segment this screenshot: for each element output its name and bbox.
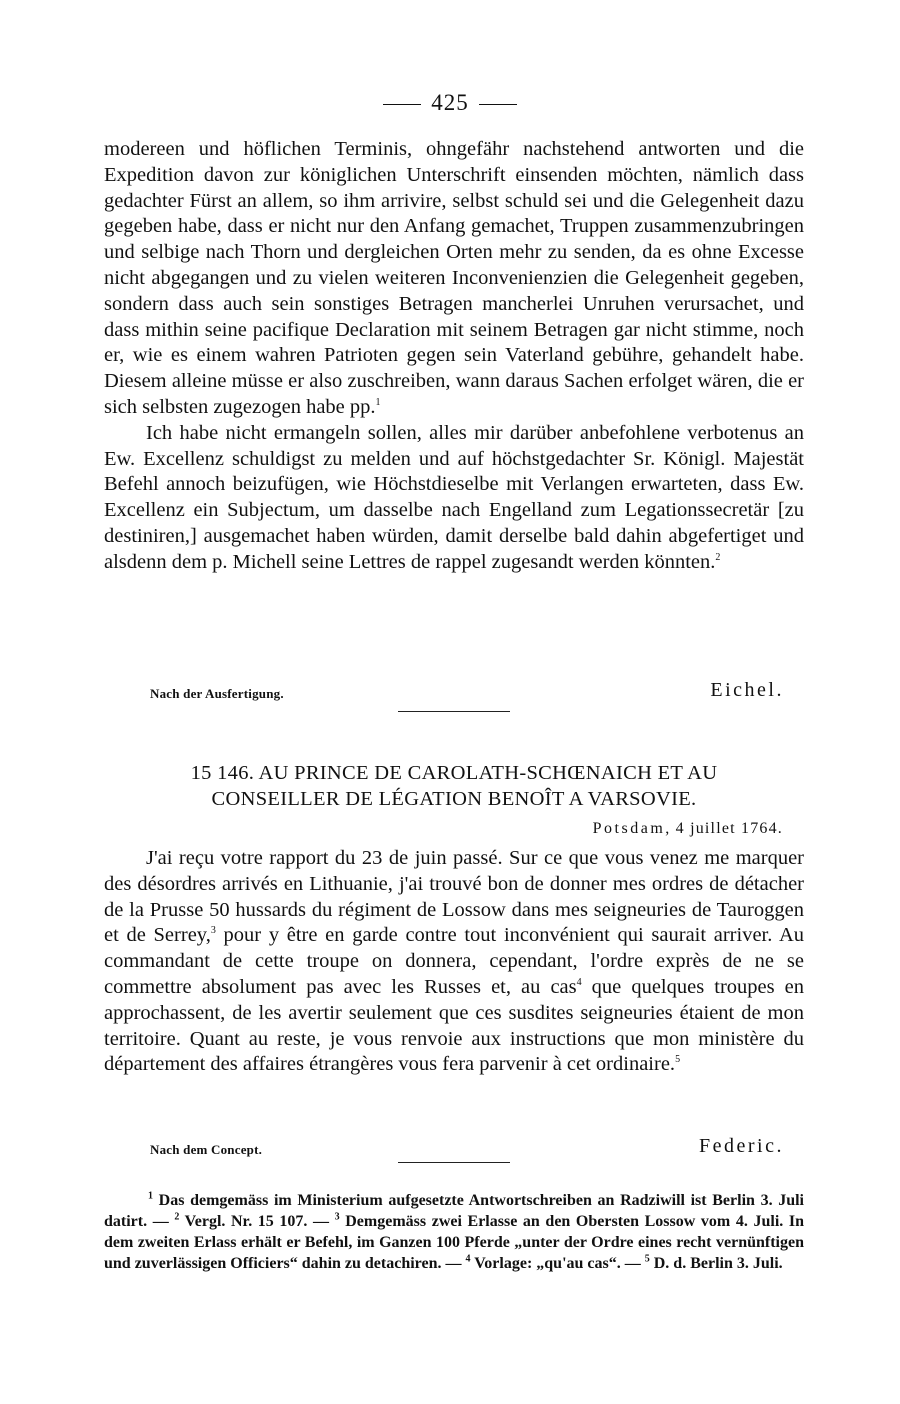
footnote-text: Das demgemäss im Ministerium aufgesetzte Antwortschreiben an Radziwill ist Berlin 3. Juli datirt. — — [104, 1192, 804, 1230]
section-divider — [398, 1162, 510, 1163]
signature: Eichel. — [710, 679, 784, 701]
footnote-number: 3 — [334, 1211, 340, 1223]
letter-federic-paragraph: J'ai reçu votre rapport du 23 de juin passé. Sur ce que vous venez me marquer des désordres arrivés en Lithuanie, j'ai trouvé bon de donner mes ordres de détacher de la Prusse 50 hussards du régiment de Lossow dans mes seigneuries de Tauroggen et de Serrey,$^3$ pour y être en garde contre tout inconvénient qui saurait arriver. Au commandant de cette troupe on donnera, cependant, l'ordre exprès de ne se commettre absolument pas avec les Russes et, au cas$^4$ que quelques troupes en approchassent, de les avertir seulement que ces susdites seigneuries étaient de mon territoire. Quant au reste, je vous renvoie aux instructions que mon ministère du département des affaires étrangères vous fera parvenir à cet ordinaire.$^5$ — [104, 847, 804, 1076]
letter-heading — [104, 760, 804, 812]
footnote-number: 4 — [465, 1253, 471, 1265]
letter-heading-line-2: CONSEILLER DE LÉGATION BENOÎT A VARSOVIE. — [211, 788, 697, 810]
footnote-number: 2 — [174, 1211, 180, 1223]
footnote-mark: 4 — [576, 977, 582, 989]
signature: Federic. — [699, 1135, 784, 1157]
page-number — [0, 90, 900, 116]
page-number-left-dash — [383, 104, 421, 105]
footnote-text: Vorlage: „qu'au cas“. — — [474, 1255, 645, 1272]
letter-eichel-closing — [150, 674, 784, 702]
dateline-place: Potsdam — [592, 820, 666, 837]
footnote-number: 1 — [148, 1190, 153, 1202]
letter-federic-body — [104, 846, 804, 1078]
section-divider — [398, 711, 510, 712]
letter-eichel-paragraph-2: Ich habe nicht ermangeln sollen, alles mir darüber anbefohlene verbotenus an Ew. Excellenz schuldigst zu melden und auf höchstgedachter Sr. Königl. Majestät Befehl annoch beizufügen, wie Höchstdieselbe mit Verlangen erwarteten, dass Ew. Excellenz ein Subjectum, um dasselbe nach Engelland zum Legationssecretär [zu destiniren,] ausgemachet haben würden, damit derselbe bald dahin abgefertiget und alsdenn dem p. Michell seine Lettres de rappel zugesandt werden könnten.$^2$ — [104, 421, 804, 573]
dateline-date: , 4 juillet 1764. — [665, 820, 783, 837]
dateline — [593, 820, 783, 838]
footnote-number: 5 — [644, 1253, 650, 1265]
footnote-mark: 3 — [210, 925, 216, 937]
letter-eichel-paragraph-1: modereen und höflichen Terminis, ohngefähr nachstehend antworten und die Expedition davon zur königlichen Unterschrift einsenden möchten, nämlich dass gedachter Fürst an allem, so ihm arrivire, selbst schuld sei und die Gelegenheit dazu gegeben habe, dass er nicht nur den Anfang gemachet, Truppen zusammenzubringen und selbige nach Thorn und dergleichen Orten mehr zu senden, da es ohne Excesse nicht abgegangen und zu vielen weiteren Inconvenienzien die Gelegenheit gegeben, sondern dass auch sein sonstiges Betragen mancherlei Unruhen verursachet, und dass mithin seine pacifique Declaration mit seinem Betragen gar nicht stimme, noch er, wie es einem wahren Patrioten gegen sein Vaterland gebühre, gehandelt habe. Diesem alleine müsse er also zuschreiben, wann daraus Sachen erfolget wären, die er sich selbsten zugezogen habe pp.$^1$ — [104, 138, 804, 418]
footnote-text: Demgemäss zwei Erlasse an den Obersten Lossow vom 4. Juli. In dem zweiten Erlass erhält er Befehl, im Ganzen 100 Pferde „unter der Ordre eines recht vernünftigen und zuverlässigen Officiers“ dahin zu detachiren. — — [104, 1213, 804, 1272]
page-number-right-dash — [479, 104, 517, 105]
source-note: Nach der Ausfertigung. — [150, 686, 284, 701]
footnote-text: Vergl. Nr. 15 107. — — [184, 1213, 335, 1230]
footnote-mark: 2 — [715, 551, 721, 563]
letter-federic-closing — [150, 1130, 784, 1158]
letter-heading-line-1: 15 146. AU PRINCE DE CAROLATH-SCHŒNAICH ET AU — [190, 762, 718, 784]
source-note: Nach dem Concept. — [150, 1142, 263, 1157]
letter-eichel-body — [104, 137, 804, 576]
footnotes — [104, 1190, 804, 1274]
footnote-mark: 1 — [375, 397, 381, 409]
footnote-block — [104, 1190, 804, 1274]
footnote-text: D. d. Berlin 3. Juli. — [653, 1255, 783, 1272]
footnote-mark: 5 — [675, 1054, 681, 1066]
page-number-value: 425 — [431, 90, 469, 115]
